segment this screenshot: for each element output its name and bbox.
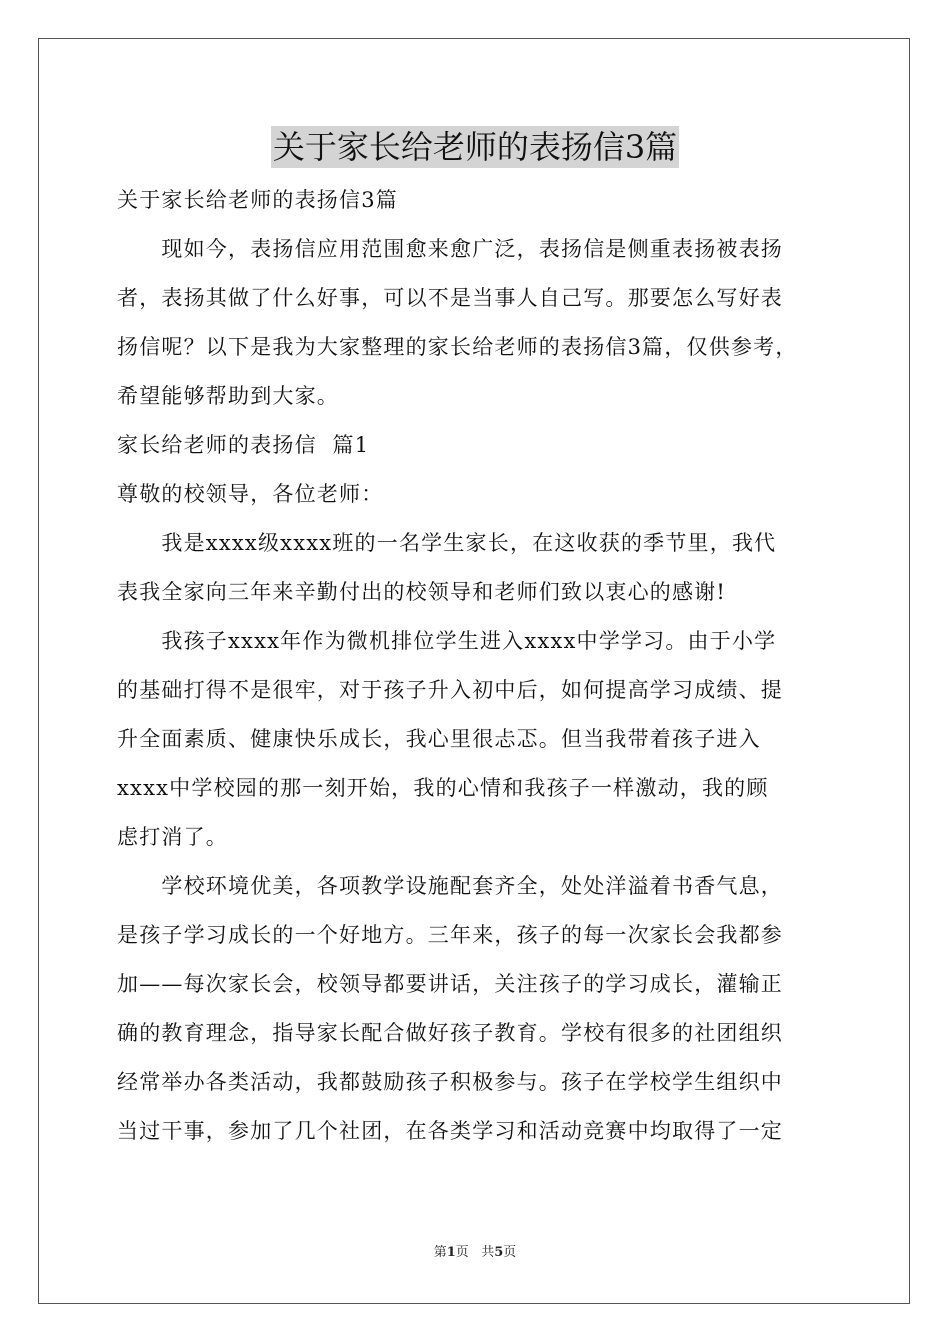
- body-line: 现如今，表扬信应用范围愈来愈广泛，表扬信是侧重表扬被表扬: [117, 237, 783, 261]
- document-body: [117, 176, 835, 1156]
- page-number: 1: [446, 1245, 456, 1260]
- body-line: 扬信呢？以下是我为大家整理的家长给老师的表扬信3篇，仅供参考，: [117, 335, 798, 359]
- document-title: 关于家长给老师的表扬信3篇: [272, 128, 678, 166]
- title-container: [0, 126, 950, 168]
- body-line: 虑打消了。: [117, 825, 228, 849]
- body-line: 确的教育理念，指导家长配合做好孩子教育。学校有很多的社团组织: [117, 1021, 783, 1045]
- page-footer: [0, 1244, 950, 1262]
- body-line: 的基础打得不是很牢，对于孩子升入初中后，如何提高学习成绩、提: [117, 678, 783, 702]
- body-line: 我是xxxx级xxxx班的一名学生家长，在这收获的季节里，我代: [117, 531, 777, 555]
- body-line: 经常举办各类活动，我都鼓励孩子积极参与。孩子在学校学生组织中: [117, 1070, 783, 1094]
- body-line: 我孩子xxxx年作为微机排位学生进入xxxx中学学习。由于小学: [117, 629, 777, 653]
- body-line: 当过干事，参加了几个社团，在各类学习和活动竞赛中均取得了一定: [117, 1119, 783, 1143]
- body-line: 表我全家向三年来辛勤付出的校领导和老师们致以衷心的感谢!: [117, 580, 727, 604]
- total-pages: 5: [494, 1245, 504, 1260]
- body-line: 是孩子学习成长的一个好地方。三年来，孩子的每一次家长会我都参: [117, 923, 783, 947]
- body-line: 加——每次家长会，校领导都要讲话，关注孩子的学习成长，灌输正: [117, 972, 783, 996]
- body-line: 升全面素质、健康快乐成长，我心里很忐忑。但当我带着孩子进入: [117, 727, 761, 751]
- body-line: 者，表扬其做了什么好事，可以不是当事人自己写。那要怎么写好表: [117, 286, 783, 310]
- body-line: 希望能够帮助到大家。: [117, 384, 339, 408]
- page-number-unit: 页: [455, 1245, 469, 1260]
- body-line: 学校环境优美，各项教学设施配套齐全，处处洋溢着书香气息，: [117, 874, 783, 898]
- total-pages-prefix: 共: [481, 1245, 495, 1260]
- total-pages-unit: 页: [503, 1245, 517, 1260]
- body-line: 关于家长给老师的表扬信3篇: [117, 188, 398, 212]
- body-line: xxxx中学校园的那一刻开始，我的心情和我孩子一样激动，我的顾: [117, 776, 769, 800]
- section-heading: 家长给老师的表扬信 篇1: [117, 433, 370, 457]
- salutation: 尊敬的校领导，各位老师：: [117, 482, 384, 506]
- page-number-prefix: 第: [433, 1245, 447, 1260]
